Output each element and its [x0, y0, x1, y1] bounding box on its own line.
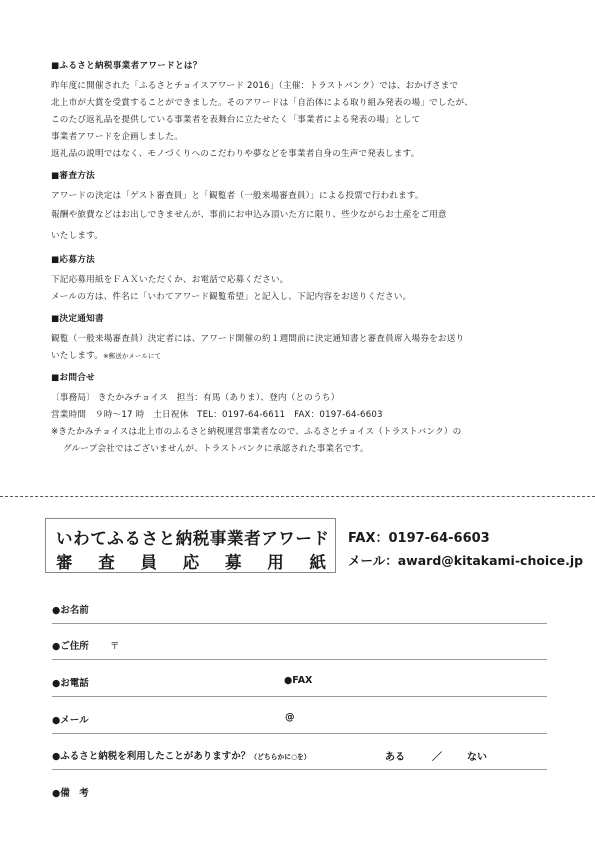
contact-line: グループ会社ではございませんが、トラストバンクに承認された事業名です。	[63, 444, 369, 454]
phone-fax-row[interactable]	[52, 670, 547, 697]
contact-line: ※きたかみチョイスは北上市のふるさと納税運営事業者なので、ふるさとチョイス（トラストバンク）の	[51, 427, 462, 437]
answer-separator: ／	[432, 752, 442, 763]
email-label: ●メール	[52, 715, 89, 726]
award-line: 北上市が大賞を受賞することができました。そのアワードは「自治体による取り組み発表の場」でしたが、	[51, 98, 474, 108]
review-line: いたします。	[51, 231, 104, 241]
contact-heading: ■お問合せ	[51, 373, 95, 383]
subtitle-char: 応	[182, 553, 200, 572]
subtitle-char: 用	[267, 553, 284, 572]
award-heading: ■ふるさと納税事業者アワードとは？	[51, 61, 202, 71]
remarks-row[interactable]	[52, 780, 547, 806]
question-note: （どちらかに○を）	[250, 753, 311, 761]
question-label	[52, 748, 311, 762]
email-address: メール：award@kitakami-choice.jp	[348, 553, 584, 568]
remarks-label: ●備 考	[52, 788, 89, 799]
form-subtitle	[56, 549, 326, 573]
contact-line: 〔事務局〕 きたかみチョイス 担当：有馬（ありま）、登内（とのうち）	[51, 393, 340, 403]
award-line: 返礼品の説明ではなく、モノづくりへのこだわりや夢などを事業者自身の生声で発表します。	[51, 149, 420, 159]
postal-mark: 〒	[110, 641, 120, 652]
email-field-row[interactable]	[52, 707, 547, 734]
notify-line-text: いたします。	[51, 351, 104, 361]
apply-line: 下記応募用紙をＦＡＸいただくか、お電話で応募ください。	[51, 275, 289, 285]
contact-line: 営業時間 ９時～17 時 土日祝休 TEL：0197-64-6611 FAX：0197-64-6603	[51, 410, 383, 420]
fax-number: FAX：0197-64-6603	[348, 531, 490, 546]
name-field-row[interactable]	[52, 597, 547, 624]
notify-note: ※郵送かメールにて	[103, 352, 162, 360]
answer-no[interactable]: ない	[467, 752, 487, 763]
address-label: ●ご住所	[52, 641, 89, 652]
subtitle-char: 募	[225, 553, 242, 572]
form-title: いわてふるさと納税事業者アワード	[56, 529, 330, 548]
award-line: 事業者アワードを企画しました。	[51, 132, 183, 142]
answer-yes[interactable]: ある	[385, 752, 405, 763]
review-heading: ■審査方法	[51, 171, 95, 181]
subtitle-char: 査	[98, 553, 115, 572]
award-line: このたび返礼品を提供している事業者を表舞台に立たせたく「事業者による発表の場」として	[51, 115, 421, 125]
review-line: 報酬や旅費などはお出しできませんが、事前にお申込み頂いた方に限り、些少ながらお土産をご用意	[51, 210, 447, 220]
address-field-row[interactable]	[52, 633, 547, 660]
notify-line: 観覧（一般来場審査員）決定者には、アワード開催の約１週間前に決定通知書と審査員席入場券をお送り	[51, 334, 465, 344]
phone-label: ●お電話	[52, 678, 89, 689]
apply-heading: ■応募方法	[51, 255, 95, 265]
apply-line: メールの方は、件名に「いわてアワード観覧希望」と記入し、下記内容をお送りください。	[51, 292, 412, 302]
award-line: 昨年度に開催された「ふるさとチョイスアワード 2016」（主催：トラストバンク）では、おかげさまで	[51, 81, 459, 91]
question-text: ●ふるさと納税を利用したことがありますか？	[52, 751, 251, 762]
subtitle-char: 審	[56, 553, 73, 572]
question-row	[52, 743, 547, 770]
at-mark: @	[285, 712, 295, 723]
name-label: ●お名前	[52, 605, 89, 616]
notify-heading: ■決定通知書	[51, 314, 104, 324]
form-contact	[348, 528, 583, 572]
review-line: アワードの決定は「ゲスト審査員」と「観覧者（一般来場審査員）」による投票で行われます。	[51, 191, 424, 201]
info-section	[51, 60, 551, 458]
form-title-box	[45, 518, 336, 573]
notify-line	[51, 348, 551, 365]
cut-line	[0, 496, 595, 497]
fax-label: ●FAX	[284, 675, 313, 686]
subtitle-char: 員	[140, 553, 157, 572]
subtitle-char: 紙	[309, 553, 326, 572]
